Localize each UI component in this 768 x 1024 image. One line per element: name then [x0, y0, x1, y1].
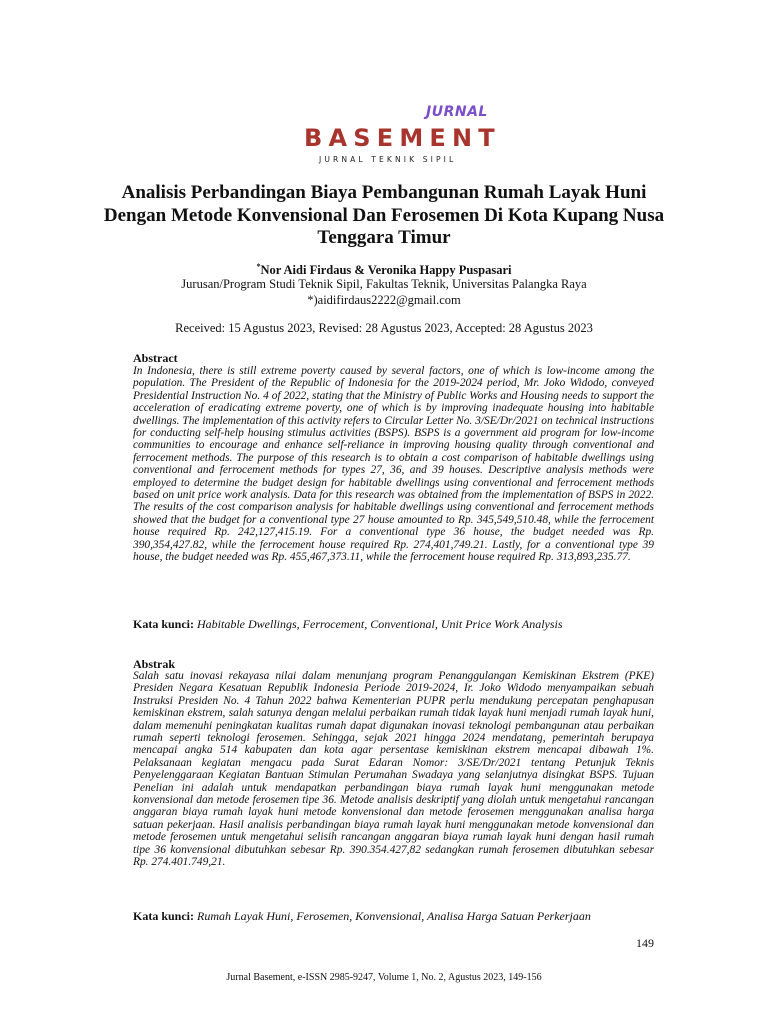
author-email: *)aidifirdaus2222@gmail.com: [307, 293, 461, 307]
journal-logo: [300, 104, 501, 166]
keywords-list: Habitable Dwellings, Ferrocement, Conventional, Unit Price Work Analysis: [197, 617, 563, 631]
page-number: 149: [636, 936, 654, 950]
abstract-text: In Indonesia, there is still extreme poverty caused by several factors, one of which is low-income among the population. The President of the Republic of Indonesia for the 2019-2024 period, Mr. Joko Widodo, conveyed Presidential Instruction No. 4 of 2022, stating that the Ministry of Public Works and Housing needs to support the acceleration of eradicating extreme poverty, one of which is by improving inadequate housing into habitable dwellings. The implementation of this activity refers to Circular Letter No. 3/SE/Dr/2021 on technical instructions for conducting self-help housing stimulus activities (BSPS). BSPS is a government aid program for low-income communities to encourage and enhance self-reliance in improving housing quality through conventional and ferrocement methods. The purpose of this research is to obtain a cost comparison of habitable dwellings using conventional and ferrocement methods for types 27, 36, and 39 houses. Descriptive analysis methods were employed to determine the budget design for habitable dwellings using conventional and ferrocement methods based on unit price work analysis. Data for this research was obtained from the implementation of BSPS in 2022. The results of the cost comparison analysis for habitable dwellings using conventional and ferrocement methods showed that the budget for a conventional type 27 house amounted to Rp. 345,549,510.48, while the ferrocement house required Rp. 242,127,415.19. For a conventional type 36 house, the budget needed was Rp. 390,354,427.82, while the ferrocement house required Rp. 274,401,749.21. Lastly, for a conventional type 39 house, the budget needed was Rp. 455,467,373.11, while the ferrocement house required Rp. 313,893,235.77.: [133, 365, 654, 564]
abstrak-text: Salah satu inovasi rekayasa nilai dalam menunjang program Penanggulangan Kemiskinan Ekstrem (PKE) Presiden Negara Kesatuan Republik Indonesia Periode 2019-2024, Ir. Joko Widodo menyampaikan sebuah Instruksi Presiden No. 4 Tahun 2022 bahwa Kementerian PUPR perlu mendukung percepatan penghapusan kemiskinan ekstrem, salah satunya dengan melalui perbaikan rumah tidak layak huni menjadi rumah layak huni, dalam memenuhi peningkatan kualitas rumah dapat digunakan inovasi teknologi pembangunan atau perbaikan rumah seperti teknologi ferosemen. Sehingga, sejak 2021 hingga 2024 mendatang, pemerintah berupaya mencapai angka 514 kabupaten dan kota agar persentase kemiskinan ekstrem mencapai dibawah 1%. Pelaksanaan kegiatan mengacu pada Surat Edaran Nomor: 3/SE/Dr/2021 tentang Petunjuk Teknis Penyelenggaraan Kegiatan Bantuan Stimulan Perumahan Swadaya yang selanjutnya disingkat BSPS. Tujuan Penelian ini adalah untuk mendapatkan perbandingan biaya rumah layak huni menggunakan metode konvensional dan metode ferosemen tipe 36. Metode analisis deskriptif yang diolah untuk mengetahui rancangan anggaran biaya rumah layak huni metode konvensional dan metode ferosemen menggunakan analisa harga satuan pekerjaan. Hasil analisis perbandingan biaya rumah layak huni menggunakan metode konvensional dan metode ferosemen untuk mengetahui selisih rancangan anggaran biaya rumah layak huni dengan hasil rumah tipe 36 konvensional dibutuhkan sebesar Rp. 390.354.427,82 sedangkan rumah ferosemen dibutuhkan sebesar Rp. 274.401.749,21.: [133, 670, 654, 869]
keywords-label: Kata kunci:: [133, 617, 195, 631]
corresponding-marker: *: [256, 262, 261, 271]
logo-script-text: JURNAL: [426, 104, 488, 120]
journal-footer: Jurnal Basement, e-ISSN 2985-9247, Volume 1, No. 2, Agustus 2023, 149-156: [226, 972, 542, 983]
keywords-indonesian: [133, 909, 591, 924]
logo-subtitle: JURNAL TEKNIK SIPIL: [319, 155, 457, 164]
abstract-heading: Abstract: [133, 351, 178, 365]
author-names: Nor Aidi Firdaus & Veronika Happy Puspasari: [260, 263, 512, 278]
kata-kunci-list: Rumah Layak Huni, Ferosemen, Konvensional, Analisa Harga Satuan Perkerjaan: [197, 909, 591, 923]
logo-main-text: BASEMENT: [304, 124, 501, 152]
keywords-english: [133, 617, 563, 632]
abstrak-heading: Abstrak: [133, 657, 176, 671]
submission-dates: Received: 15 Agustus 2023, Revised: 28 Agustus 2023, Accepted: 28 Agustus 2023: [175, 321, 593, 335]
paper-title: Analisis Perbandingan Biaya Pembangunan Rumah Layak Huni Dengan Metode Konvensional Dan Ferosemen Di Kota Kupang Nusa Tenggara Timur: [103, 182, 665, 248]
author-affiliation: Jurusan/Program Studi Teknik Sipil, Fakultas Teknik, Universitas Palangka Raya: [181, 277, 587, 291]
paper-authors: [0, 262, 768, 278]
kata-kunci-label: Kata kunci:: [133, 909, 195, 923]
